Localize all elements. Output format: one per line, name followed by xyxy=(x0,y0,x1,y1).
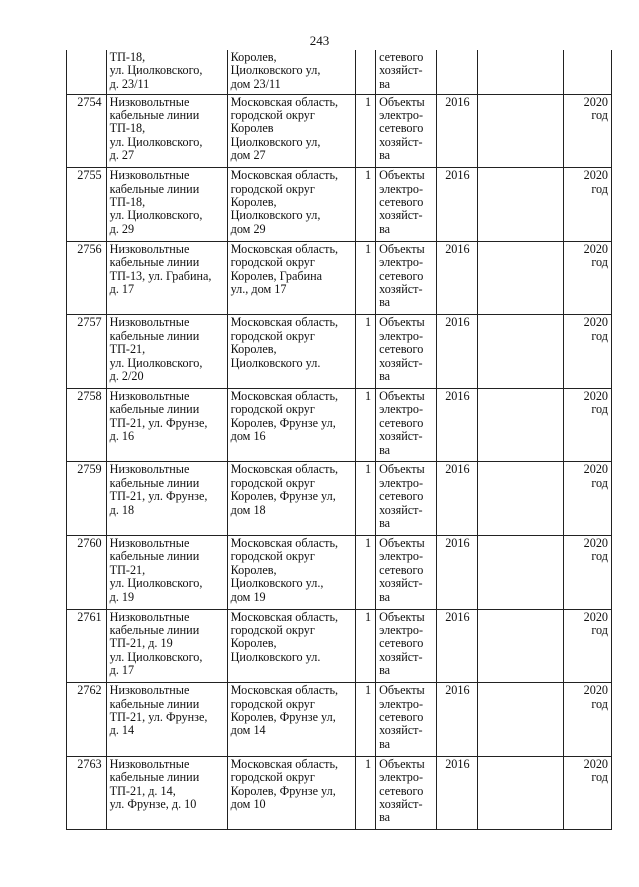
cell-line: электро- xyxy=(379,549,424,564)
cell-line: ТП-21, д. 19 xyxy=(109,636,173,651)
cell-address xyxy=(227,683,355,757)
cell-num: 2763 xyxy=(67,756,107,830)
cell-line: ул. Фрунзе, д. 10 xyxy=(109,797,197,812)
cell-qty: 1 xyxy=(355,683,375,757)
cell-line: ТП-13, ул. Грабина, xyxy=(109,268,212,283)
cell-line: Объекты xyxy=(379,462,425,477)
cell-line: Объекты xyxy=(379,94,425,109)
cell-line: Объекты xyxy=(379,315,425,330)
cell-line: Низковольтные xyxy=(109,388,190,403)
cell-line: д. 18 xyxy=(109,502,135,517)
cell-qty: 1 xyxy=(355,536,375,610)
cell-line: 2020 xyxy=(583,683,608,698)
cell-line: городской округ xyxy=(230,255,315,270)
cell-line: Королев, xyxy=(230,342,277,357)
cell-line: дом 18 xyxy=(230,502,266,517)
cell-line: кабельные линии xyxy=(109,181,200,196)
cell-line: ва xyxy=(379,148,391,163)
cell-line: городской округ xyxy=(230,549,315,564)
cell-due xyxy=(564,536,612,610)
table-row xyxy=(67,536,612,610)
cell-num: 2762 xyxy=(67,683,107,757)
cell-qty xyxy=(355,50,375,94)
cell-num: 2758 xyxy=(67,388,107,462)
cell-line: Циолковского ул, xyxy=(230,63,321,78)
table-row xyxy=(67,756,612,830)
cell-line: год xyxy=(591,475,608,490)
cell-line: ул. Циолковского, xyxy=(109,576,203,591)
cell-line: 2020 xyxy=(583,168,608,183)
cell-line: сетевого xyxy=(379,710,424,725)
cell-line: Объекты xyxy=(379,536,425,551)
cell-line: Объекты xyxy=(379,756,425,771)
cell-line: Низковольтные xyxy=(109,462,190,477)
cell-line: ва xyxy=(379,810,391,825)
cell-line: ул. Циолковского, xyxy=(109,355,203,370)
cell-due xyxy=(564,50,612,94)
cell-line: хозяйст- xyxy=(379,63,423,78)
cell-name xyxy=(106,388,227,462)
cell-name xyxy=(106,94,227,168)
cell-line: Королев, Фрунзе ул, xyxy=(230,710,336,725)
cell-line: дом 10 xyxy=(230,797,266,812)
cell-line: д. 14 xyxy=(109,723,135,738)
cell-line: д. 29 xyxy=(109,221,135,236)
cell-year: 2016 xyxy=(437,241,478,315)
cell-address xyxy=(227,462,355,536)
cell-line: Низковольтные xyxy=(109,315,190,330)
cell-line: Объекты xyxy=(379,388,425,403)
cell-qty: 1 xyxy=(355,168,375,242)
cell-line: год xyxy=(591,328,608,343)
cell-line: хозяйст- xyxy=(379,355,423,370)
cell-num: 2755 xyxy=(67,168,107,242)
cell-line: Низковольтные xyxy=(109,536,190,551)
cell-line: Московская область, xyxy=(230,315,339,330)
cell-line: Королев, xyxy=(230,562,277,577)
cell-line: 2020 xyxy=(583,94,608,109)
cell-line: ул. Циолковского, xyxy=(109,134,203,149)
cell-line: хозяйст- xyxy=(379,649,423,664)
cell-line: год xyxy=(591,770,608,785)
cell-type xyxy=(376,168,437,242)
cell-line: электро- xyxy=(379,402,424,417)
cell-line: электро- xyxy=(379,255,424,270)
cell-type xyxy=(376,536,437,610)
cell-address xyxy=(227,756,355,830)
cell-num: 2759 xyxy=(67,462,107,536)
cell-due xyxy=(564,609,612,683)
cell-line: хозяйст- xyxy=(379,576,423,591)
table-row xyxy=(67,241,612,315)
table-row xyxy=(67,462,612,536)
cell-line: ТП-21, ул. Фрунзе, xyxy=(109,489,208,504)
cell-qty: 1 xyxy=(355,462,375,536)
cell-line: Низковольтные xyxy=(109,756,190,771)
cell-line: Объекты xyxy=(379,683,425,698)
cell-line: д. 19 xyxy=(109,589,135,604)
cell-address xyxy=(227,168,355,242)
cell-line: 2020 xyxy=(583,609,608,624)
cell-line: электро- xyxy=(379,328,424,343)
cell-type xyxy=(376,241,437,315)
cell-num: 2761 xyxy=(67,609,107,683)
cell-name xyxy=(106,241,227,315)
cell-line: Низковольтные xyxy=(109,168,190,183)
cell-line: Московская область, xyxy=(230,756,339,771)
cell-line: Королев, xyxy=(230,194,277,209)
cell-year: 2016 xyxy=(437,168,478,242)
cell-extra xyxy=(477,388,563,462)
cell-qty: 1 xyxy=(355,315,375,389)
cell-line: Королев, Фрунзе ул, xyxy=(230,783,336,798)
cell-line: 2020 xyxy=(583,536,608,551)
cell-line: Циолковского ул, xyxy=(230,208,321,223)
cell-line: Королев, Грабина xyxy=(230,268,323,283)
cell-line: городской округ xyxy=(230,475,315,490)
cell-line: сетевого xyxy=(379,50,424,64)
cell-line: Циолковского ул, xyxy=(230,134,321,149)
cell-line: кабельные линии xyxy=(109,402,200,417)
cell-line: Циолковского ул. xyxy=(230,649,321,664)
cell-line: хозяйст- xyxy=(379,502,423,517)
cell-line: городской округ xyxy=(230,696,315,711)
cell-due xyxy=(564,388,612,462)
cell-line: сетевого xyxy=(379,489,424,504)
table-row xyxy=(67,683,612,757)
cell-line: хозяйст- xyxy=(379,281,423,296)
cell-line: Королев xyxy=(230,121,274,136)
cell-line: Королев, Фрунзе ул, xyxy=(230,489,336,504)
cell-line: ул., дом 17 xyxy=(230,281,287,296)
cell-num: 2757 xyxy=(67,315,107,389)
cell-name xyxy=(106,50,227,94)
cell-num: 2754 xyxy=(67,94,107,168)
cell-extra xyxy=(477,241,563,315)
cell-line: ва xyxy=(379,736,391,751)
cell-line: ТП-21, д. 14, xyxy=(109,783,176,798)
cell-line: Объекты xyxy=(379,241,425,256)
cell-line: электро- xyxy=(379,107,424,122)
cell-line: хозяйст- xyxy=(379,208,423,223)
cell-address xyxy=(227,388,355,462)
cell-address xyxy=(227,241,355,315)
cell-line: Циолковского ул. xyxy=(230,355,321,370)
cell-type xyxy=(376,609,437,683)
cell-line: электро- xyxy=(379,181,424,196)
cell-line: ва xyxy=(379,442,391,457)
cell-due xyxy=(564,683,612,757)
cell-line: д. 2/20 xyxy=(109,368,144,383)
cell-line: электро- xyxy=(379,770,424,785)
cell-extra xyxy=(477,315,563,389)
cell-qty: 1 xyxy=(355,609,375,683)
cell-due xyxy=(564,756,612,830)
cell-line: год xyxy=(591,549,608,564)
cell-line: год xyxy=(591,696,608,711)
cell-line: дом 29 xyxy=(230,221,266,236)
cell-line: городской округ xyxy=(230,402,315,417)
cell-extra xyxy=(477,536,563,610)
table-row xyxy=(67,388,612,462)
cell-line: хозяйст- xyxy=(379,723,423,738)
cell-line: сетевого xyxy=(379,415,424,430)
cell-due xyxy=(564,241,612,315)
cell-line: год xyxy=(591,255,608,270)
cell-type xyxy=(376,94,437,168)
page-number: 243 xyxy=(309,33,330,48)
cell-line: ул. Циолковского, xyxy=(109,63,203,78)
cell-line: хозяйст- xyxy=(379,797,423,812)
cell-line: Королев, xyxy=(230,636,277,651)
cell-line: год xyxy=(591,107,608,122)
cell-line: дом 23/11 xyxy=(230,76,281,91)
cell-line: ТП-21, xyxy=(109,562,146,577)
cell-address xyxy=(227,609,355,683)
cell-extra xyxy=(477,50,563,94)
cell-line: ва xyxy=(379,368,391,383)
cell-line: год xyxy=(591,402,608,417)
cell-line: Низковольтные xyxy=(109,683,190,698)
cell-line: Королев, Фрунзе ул, xyxy=(230,415,336,430)
cell-line: кабельные линии xyxy=(109,623,200,638)
cell-line: 2020 xyxy=(583,756,608,771)
cell-qty: 1 xyxy=(355,241,375,315)
cell-line: 2020 xyxy=(583,241,608,256)
cell-line: Московская область, xyxy=(230,241,339,256)
cell-line: Низковольтные xyxy=(109,609,190,624)
cell-line: городской округ xyxy=(230,770,315,785)
cell-extra xyxy=(477,168,563,242)
cell-line: ва xyxy=(379,589,391,604)
cell-line: ва xyxy=(379,221,391,236)
cell-year: 2016 xyxy=(437,462,478,536)
cell-name xyxy=(106,683,227,757)
cell-line: Объекты xyxy=(379,609,425,624)
cell-qty: 1 xyxy=(355,94,375,168)
cell-line: ва xyxy=(379,663,391,678)
cell-num: 2756 xyxy=(67,241,107,315)
cell-year: 2016 xyxy=(437,536,478,610)
registry-table xyxy=(66,50,612,830)
cell-line: д. 23/11 xyxy=(109,76,150,91)
cell-line: городской округ xyxy=(230,181,315,196)
cell-name xyxy=(106,609,227,683)
cell-line: кабельные линии xyxy=(109,255,200,270)
cell-qty: 1 xyxy=(355,388,375,462)
cell-line: ва xyxy=(379,76,391,91)
cell-line: ул. Циолковского, xyxy=(109,649,203,664)
cell-line: сетевого xyxy=(379,562,424,577)
cell-line: сетевого xyxy=(379,636,424,651)
cell-line: сетевого xyxy=(379,194,424,209)
cell-line: кабельные линии xyxy=(109,475,200,490)
cell-line: 2020 xyxy=(583,315,608,330)
cell-type xyxy=(376,683,437,757)
cell-line: Королев, xyxy=(230,50,277,64)
cell-type xyxy=(376,315,437,389)
cell-line: ва xyxy=(379,516,391,531)
cell-extra xyxy=(477,462,563,536)
cell-name xyxy=(106,756,227,830)
cell-line: Московская область, xyxy=(230,536,339,551)
cell-extra xyxy=(477,683,563,757)
cell-line: ТП-21, ул. Фрунзе, xyxy=(109,710,208,725)
cell-type xyxy=(376,462,437,536)
cell-line: кабельные линии xyxy=(109,696,200,711)
cell-year: 2016 xyxy=(437,315,478,389)
cell-line: ТП-18, xyxy=(109,50,146,64)
cell-line: Московская область, xyxy=(230,683,339,698)
cell-line: 2020 xyxy=(583,388,608,403)
cell-line: дом 19 xyxy=(230,589,266,604)
cell-due xyxy=(564,168,612,242)
cell-year xyxy=(437,50,478,94)
cell-name xyxy=(106,315,227,389)
cell-line: сетевого xyxy=(379,268,424,283)
cell-line: кабельные линии xyxy=(109,107,200,122)
cell-line: ТП-21, ул. Фрунзе, xyxy=(109,415,208,430)
cell-type xyxy=(376,756,437,830)
cell-line: хозяйст- xyxy=(379,429,423,444)
cell-line: Низковольтные xyxy=(109,241,190,256)
cell-line: Московская область, xyxy=(230,168,339,183)
cell-name xyxy=(106,168,227,242)
cell-line: кабельные линии xyxy=(109,328,200,343)
cell-line: дом 27 xyxy=(230,148,266,163)
cell-line: д. 16 xyxy=(109,429,135,444)
cell-due xyxy=(564,315,612,389)
cell-address xyxy=(227,94,355,168)
cell-line: ТП-18, xyxy=(109,194,146,209)
cell-line: городской округ xyxy=(230,107,315,122)
table-row xyxy=(67,609,612,683)
cell-num xyxy=(67,50,107,94)
cell-line: сетевого xyxy=(379,783,424,798)
cell-year: 2016 xyxy=(437,388,478,462)
cell-line: дом 16 xyxy=(230,429,266,444)
cell-extra xyxy=(477,609,563,683)
cell-type xyxy=(376,50,437,94)
cell-line: хозяйст- xyxy=(379,134,423,149)
cell-line: городской округ xyxy=(230,328,315,343)
cell-year: 2016 xyxy=(437,609,478,683)
cell-line: кабельные линии xyxy=(109,770,200,785)
cell-line: электро- xyxy=(379,623,424,638)
cell-line: Московская область, xyxy=(230,388,339,403)
table-row-continuation xyxy=(67,50,612,94)
cell-line: Низковольтные xyxy=(109,94,190,109)
cell-address xyxy=(227,315,355,389)
cell-line: ТП-21, xyxy=(109,342,146,357)
cell-line: сетевого xyxy=(379,121,424,136)
cell-line: д. 17 xyxy=(109,663,135,678)
cell-line: год xyxy=(591,181,608,196)
cell-line: Московская область, xyxy=(230,462,339,477)
cell-line: ул. Циолковского, xyxy=(109,208,203,223)
cell-line: д. 17 xyxy=(109,281,135,296)
registry-body xyxy=(67,50,612,830)
cell-extra xyxy=(477,94,563,168)
cell-line: Циолковского ул., xyxy=(230,576,324,591)
cell-line: кабельные линии xyxy=(109,549,200,564)
cell-line: ва xyxy=(379,295,391,310)
cell-due xyxy=(564,462,612,536)
cell-year: 2016 xyxy=(437,94,478,168)
cell-line: Объекты xyxy=(379,168,425,183)
cell-year: 2016 xyxy=(437,683,478,757)
cell-num: 2760 xyxy=(67,536,107,610)
table-row xyxy=(67,315,612,389)
cell-address xyxy=(227,536,355,610)
cell-line: Московская область, xyxy=(230,609,339,624)
table-row xyxy=(67,94,612,168)
cell-line: 2020 xyxy=(583,462,608,477)
cell-line: год xyxy=(591,623,608,638)
cell-name xyxy=(106,536,227,610)
cell-address xyxy=(227,50,355,94)
cell-type xyxy=(376,388,437,462)
cell-qty: 1 xyxy=(355,756,375,830)
table-row xyxy=(67,168,612,242)
cell-line: Московская область, xyxy=(230,94,339,109)
cell-name xyxy=(106,462,227,536)
cell-extra xyxy=(477,756,563,830)
cell-due xyxy=(564,94,612,168)
cell-line: дом 14 xyxy=(230,723,266,738)
cell-line: д. 27 xyxy=(109,148,135,163)
cell-line: электро- xyxy=(379,696,424,711)
cell-line: электро- xyxy=(379,475,424,490)
cell-line: ТП-18, xyxy=(109,121,146,136)
cell-line: сетевого xyxy=(379,342,424,357)
cell-year: 2016 xyxy=(437,756,478,830)
cell-line: городской округ xyxy=(230,623,315,638)
